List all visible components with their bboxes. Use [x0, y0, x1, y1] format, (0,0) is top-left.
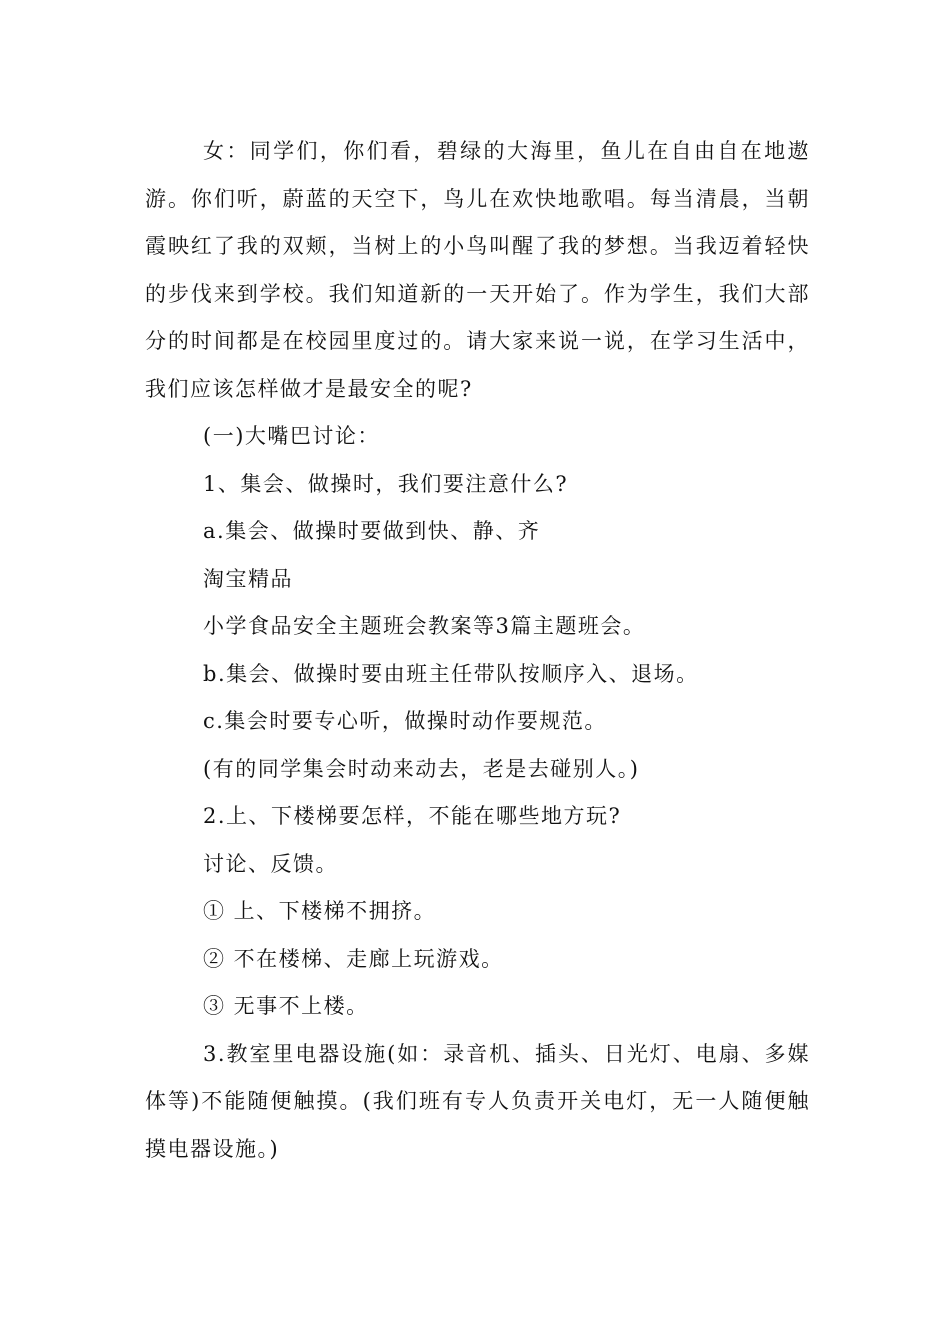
answer-2-1: ① 上、下楼梯不拥挤。 [203, 899, 437, 923]
inserted-text-1: 淘宝精品 [203, 566, 293, 591]
discussion-feedback: 讨论、反馈。 [203, 851, 338, 876]
answer-1b: b.集会、做操时要由班主任带队按顺序入、退场。 [203, 661, 699, 686]
question-2: 2.上、下楼梯要怎样，不能在哪些地方玩? [203, 804, 622, 828]
intro-paragraph: 女：同学们，你们看，碧绿的大海里，鱼儿在自由自在地遨游。你们听，蔚蓝的天空下，鸟儿在欢快地歌唱。每当清晨，当朝霞映红了我的双颊，当树上的小鸟叫醒了我的梦想。当我迈着轻快的步伐来到学校。我们知道新的一天开始了。作为学生，我们大部分的时间都是在校园里度过的。请大家来说一说，在学习生活中，我们应该怎样做才是最安全的呢? [145, 139, 810, 401]
document-body [145, 128, 810, 1173]
question-3-paragraph: 3.教室里电器设施(如：录音机、插头、日光灯、电扇、多媒体等)不能随便触摸。(我们班有专人负责开关电灯，无一人随便触摸电器设施。) [145, 1041, 810, 1161]
question-1: 1、集会、做操时，我们要注意什么? [203, 471, 569, 496]
inserted-text-2: 小学食品安全主题班会教案等3篇主题班会。 [203, 614, 646, 638]
answer-1c: c.集会时要专心听，做操时动作要规范。 [203, 709, 607, 733]
answer-1a: a.集会、做操时要做到快、静、齐 [203, 519, 541, 543]
note-1: (有的同学集会时动来动去，老是去碰别人。) [203, 756, 640, 781]
answer-2-3: ③ 无事不上楼。 [203, 994, 369, 1018]
discussion-heading: (一)大嘴巴讨论： [203, 424, 380, 448]
answer-2-2: ② 不在楼梯、走廊上玩游戏。 [203, 946, 504, 971]
